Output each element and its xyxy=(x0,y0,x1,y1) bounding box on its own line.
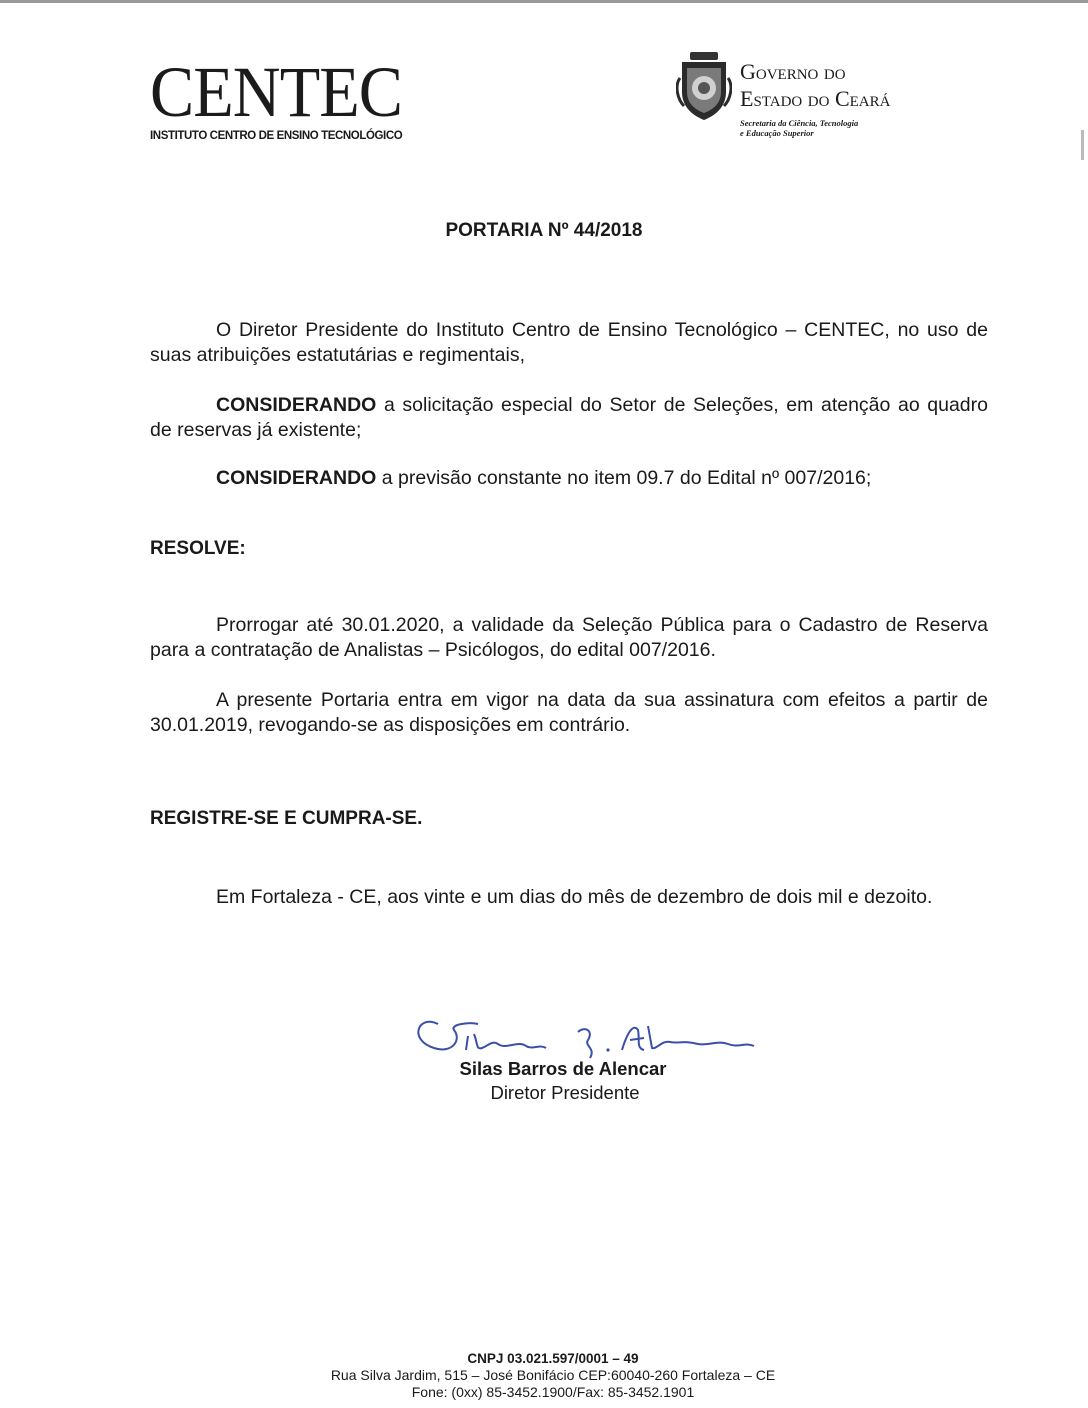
government-name xyxy=(740,60,890,138)
resolve-paragraph-1: Prorrogar até 30.01.2020, a validade da Seleção Pública para o Cadastro de Reserva para a contratação de Analistas – Psicólogos, do edital 007/2016. xyxy=(150,614,988,661)
footer xyxy=(0,1350,1088,1401)
gov-line1-do: DO xyxy=(823,67,846,83)
considerando-label-1: CONSIDERANDO xyxy=(216,394,377,416)
state-seal-icon xyxy=(676,52,732,122)
gov-line1-rest: OVERNO xyxy=(755,67,819,83)
resolve-heading: RESOLVE: xyxy=(150,538,246,559)
government-logo xyxy=(676,52,976,152)
scan-edge-mark xyxy=(1081,130,1084,160)
gov-line2-do: DO xyxy=(807,94,830,110)
centec-wordmark: CENTEC xyxy=(150,52,403,132)
resolve-paragraph-2: A presente Portaria entra em vigor na data da sua assinatura com efeitos a partir de 30.01.2019, revogando-se as disposições em contrário. xyxy=(150,689,988,736)
considerando-label-2: CONSIDERANDO xyxy=(216,467,377,489)
footer-address: Rua Silva Jardim, 515 – José Bonifácio CEP:60040-260 Fortaleza – CE xyxy=(330,1367,776,1383)
centec-logo xyxy=(150,52,410,142)
footer-phone: Fone: (0xx) 85-3452.1900/Fax: 85-3452.1901 xyxy=(411,1384,695,1400)
registre-heading: REGISTRE-SE E CUMPRA-SE. xyxy=(150,808,423,829)
considerando-paragraph-2 xyxy=(150,466,988,491)
gov-line2-ceara-rest: EARÁ xyxy=(849,94,891,110)
considerando-paragraph-1 xyxy=(150,393,988,443)
centec-subtitle: INSTITUTO CENTRO DE ENSINO TECNOLÓGICO xyxy=(150,130,403,142)
considerando-text-2: a previsão constante no item 09.7 do Edital nº 007/2016; xyxy=(376,467,872,489)
signatory-role: Diretor Presidente xyxy=(490,1082,640,1103)
gov-line2-ceara-initial: C xyxy=(834,86,850,111)
gov-line2-rest: STADO xyxy=(753,94,803,110)
considerando-text-1: a solicitação especial do Setor de Seleções, em atenção ao quadro de reservas já existente; xyxy=(150,394,988,441)
footer-cnpj: CNPJ 03.021.597/0001 – 49 xyxy=(467,1351,639,1366)
gov-line2-initial: E xyxy=(740,86,754,111)
intro-paragraph: O Diretor Presidente do Instituto Centro de Ensino Tecnológico – CENTEC, no uso de suas atribuições estatutárias e regimentais, xyxy=(150,319,988,366)
signatory-name: Silas Barros de Alencar xyxy=(459,1058,667,1079)
secretariat-line2: e Educação Superior xyxy=(740,128,814,138)
closing-paragraph: Em Fortaleza - CE, aos vinte e um dias do mês de dezembro de dois mil e dezoito. xyxy=(216,886,933,908)
gov-line1-initial: G xyxy=(740,59,756,84)
secretariat-line1: Secretaria da Ciência, Tecnologia xyxy=(740,118,859,128)
scan-top-border xyxy=(0,0,1088,3)
document-title: PORTARIA Nº 44/2018 xyxy=(445,220,643,241)
